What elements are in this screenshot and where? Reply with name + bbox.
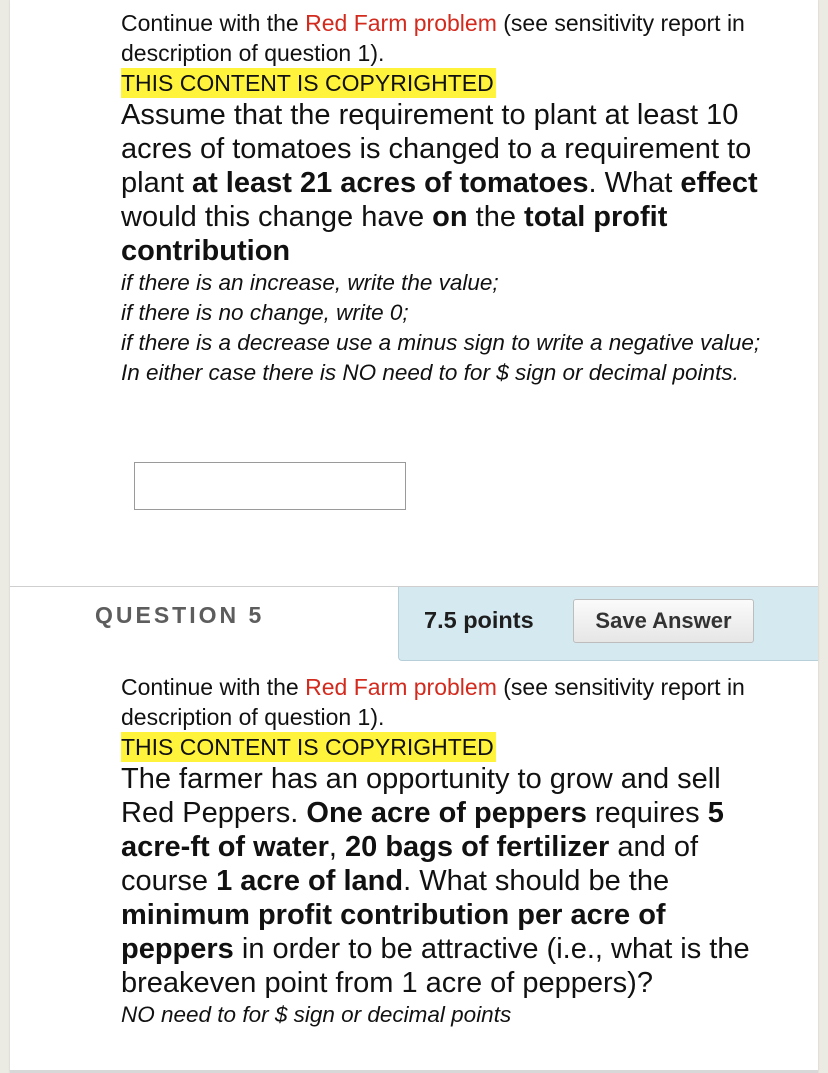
question-4-text: Assume that the requirement to plant at least 10 acres of tomatoes is changed to a requirement to plant at least 21 acres of tomatoes. What effect would this change have on the total profit contribution — [121, 99, 758, 267]
instruction-decrease: if there is a decrease use a minus sign to write a negative value; — [121, 330, 761, 355]
instruction-no-change: if there is no change, write 0; — [121, 300, 409, 325]
question-4-answer-input[interactable] — [134, 462, 406, 510]
intro-text-end: (see sensitivity report in description of question 1). — [121, 10, 745, 66]
question-4-body — [121, 8, 771, 388]
instruction-format: In either case there is NO need to for $ sign or decimal points. — [121, 360, 739, 385]
question-5-points-panel — [398, 587, 818, 661]
intro-text: Continue with the — [121, 674, 306, 700]
question-5-label: QUESTION 5 — [95, 602, 265, 628]
intro-text: Continue with the — [121, 10, 306, 36]
points-value: 7.5 points — [424, 607, 534, 633]
question-5-text: The farmer has an opportunity to grow and sell Red Peppers. One acre of peppers requires 5 acre-ft of water, 20 bags of fertilizer and of course 1 acre of land. What should be the minimum profit contribution per acre of peppers in order to be attractive (i.e., what is the breakeven point from 1 acre of peppers)? — [121, 763, 750, 999]
save-answer-button[interactable]: Save Answer — [573, 599, 754, 643]
question-5-body — [121, 672, 771, 1030]
red-farm-link[interactable]: Red Farm problem — [305, 674, 497, 700]
red-farm-link[interactable]: Red Farm problem — [305, 10, 497, 36]
question-5-intro — [121, 672, 771, 732]
intro-text-end: (see sensitivity report in description of question 1). — [121, 674, 745, 730]
question-5-note: NO need to for $ sign or decimal points — [121, 1002, 512, 1027]
copyright-notice: THIS CONTENT IS COPYRIGHTED — [121, 734, 494, 760]
instruction-increase: if there is an increase, write the value; — [121, 270, 499, 295]
question-4-intro — [121, 8, 771, 68]
copyright-notice: THIS CONTENT IS COPYRIGHTED — [121, 70, 494, 96]
